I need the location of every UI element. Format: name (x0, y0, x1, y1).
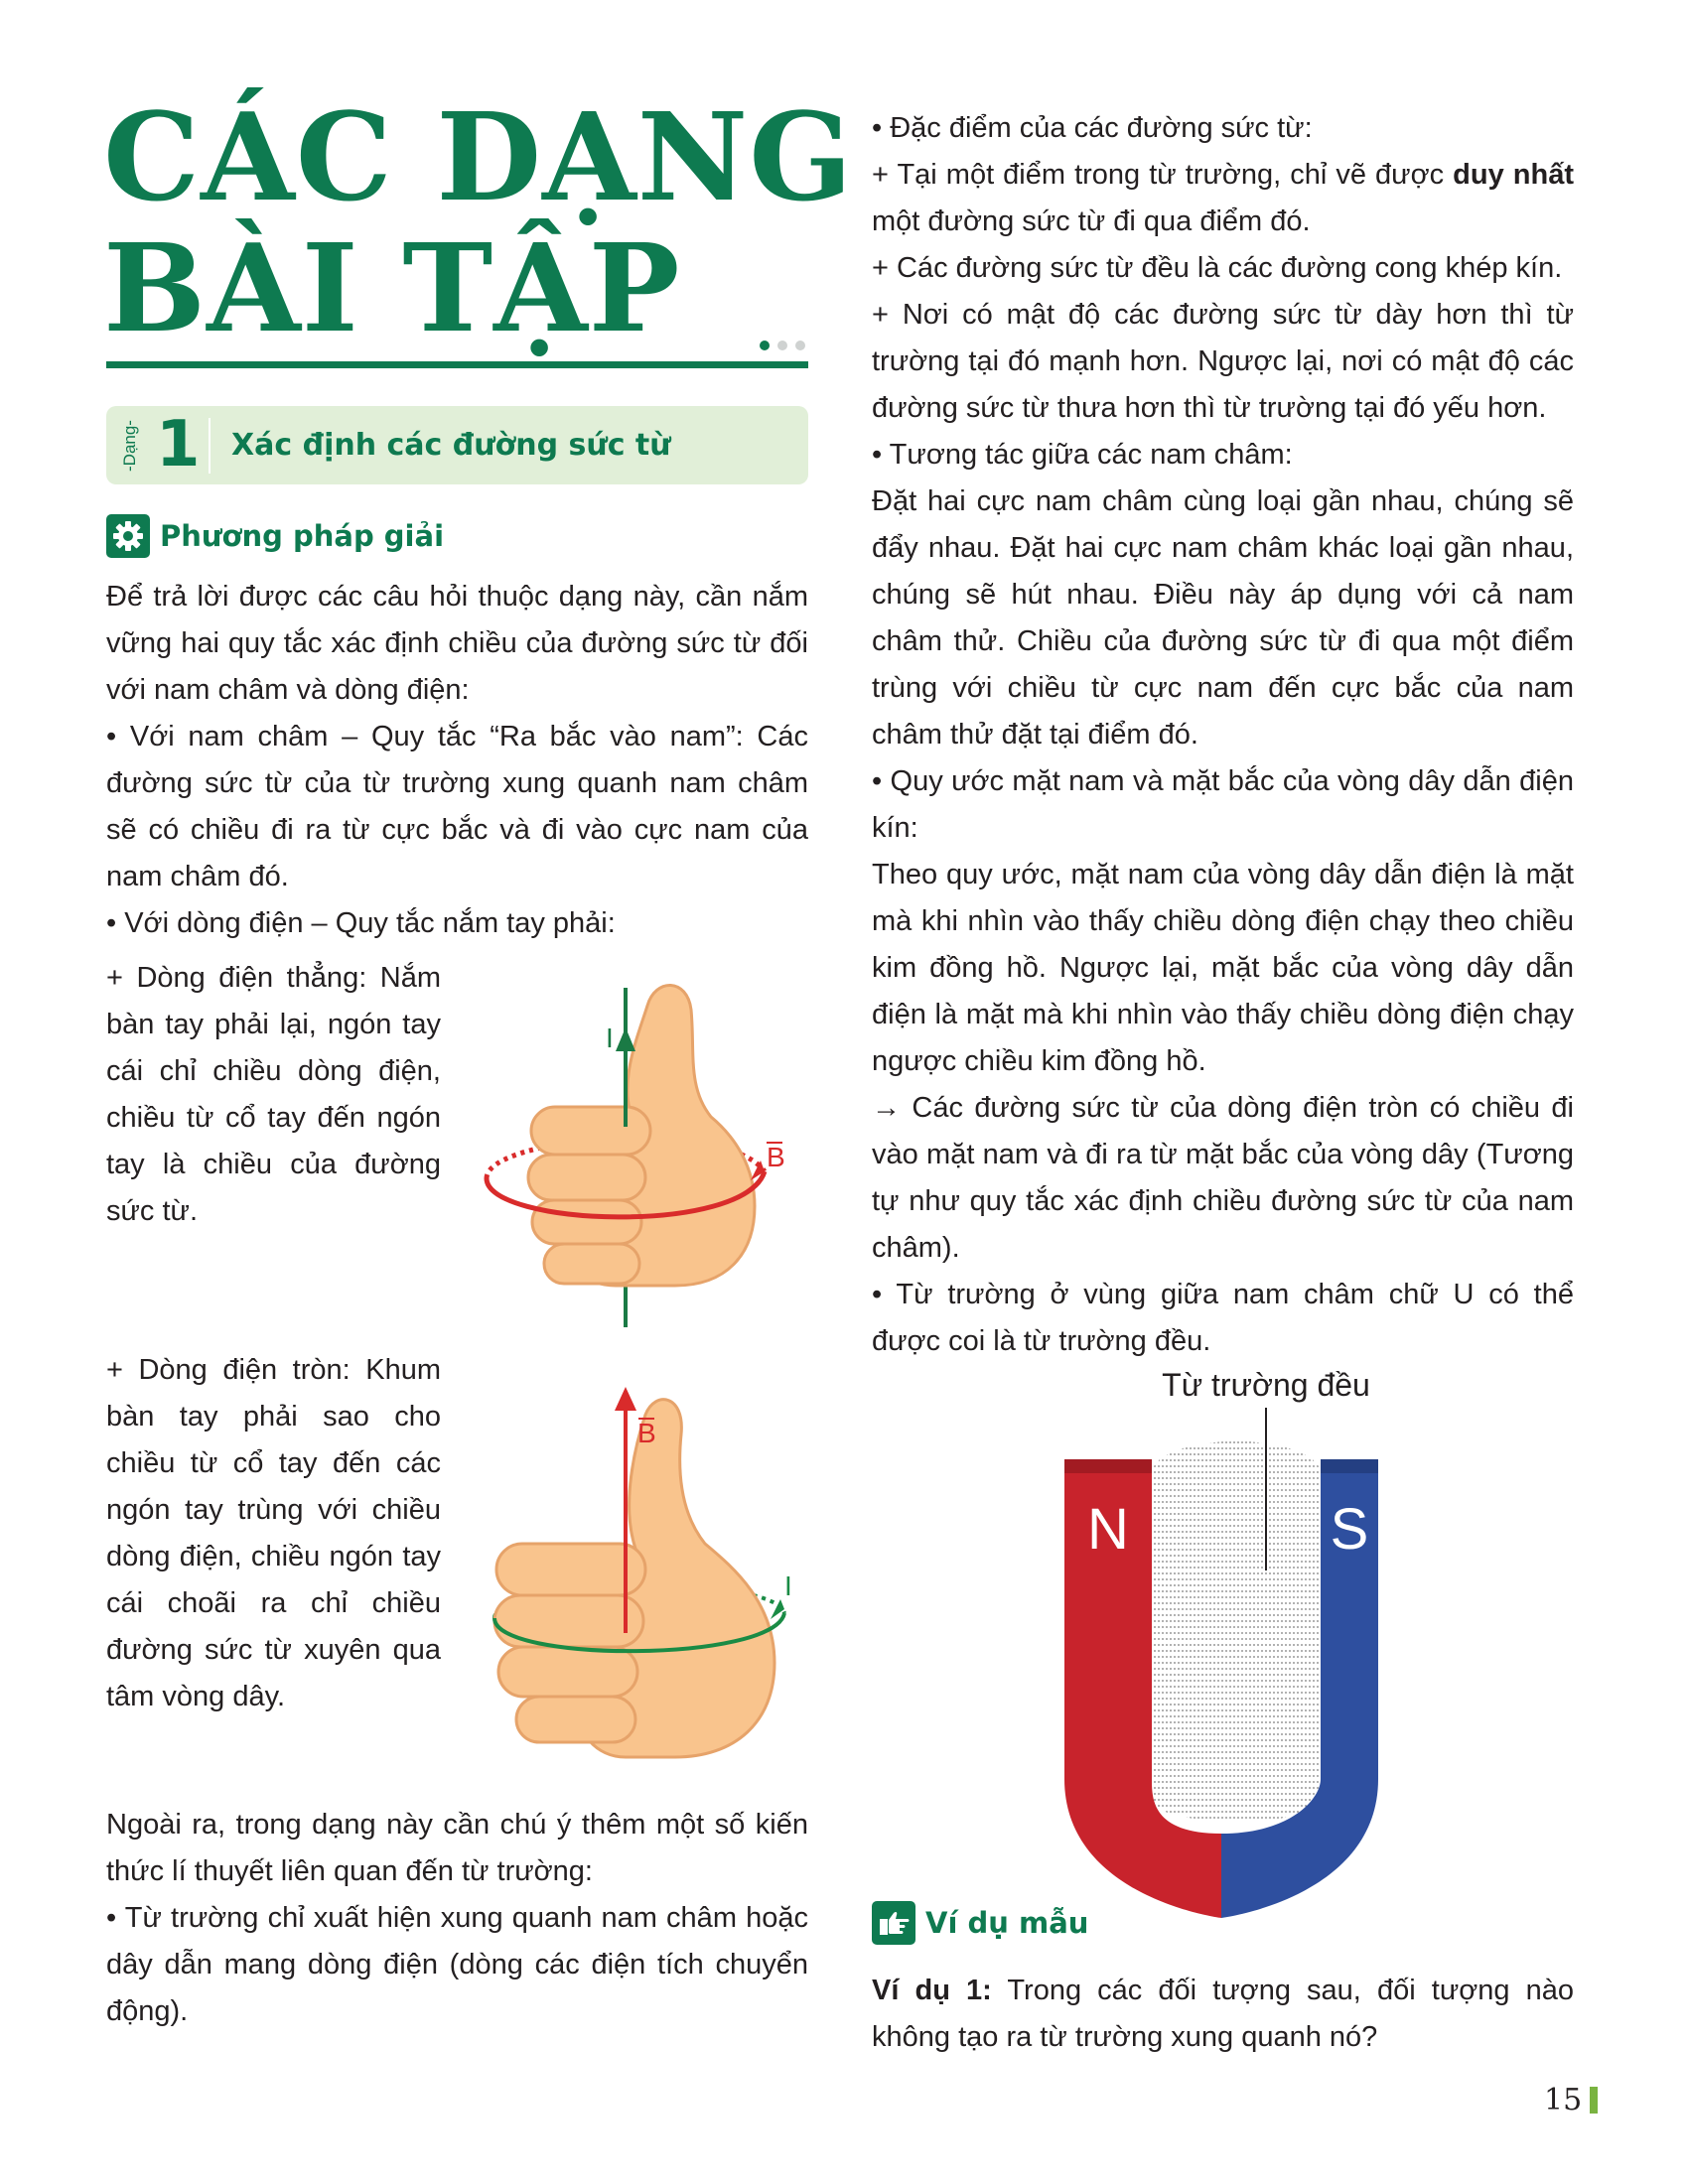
dang-separator (209, 418, 211, 474)
magnet-caption: Từ trường đều (1162, 1367, 1370, 1403)
current-arrow (616, 1027, 635, 1051)
rule-magnet: • Với nam châm – Quy tắc “Ra bắc vào nam”: Các đường sức từ của từ trường xung quanh nam châm sẽ có chiều đi ra từ cực bắc và đi vào cực nam của nam châm đó. (106, 721, 808, 892)
dang-title: Xác định các đường sức từ (231, 428, 671, 463)
method-heading (106, 514, 444, 558)
interaction-text: Đặt hai cực nam châm cùng loại gần nhau, chúng sẽ đẩy nhau. Đặt hai cực nam châm khác loại gần nhau, chúng sẽ hút nhau. Điều này áp dụng với cả nam châm thử. Chiều của đường sức từ đi qua một điểm trùng với chiều từ cực nam đến cực bắc của nam châm thử đặt tại điểm đó. (872, 485, 1574, 751)
north-pole-label: N (1087, 1497, 1129, 1562)
finger (532, 1200, 641, 1244)
gear-icon (106, 514, 150, 558)
rule-current: • Với dòng điện – Quy tắc nắm tay phải: (106, 907, 616, 939)
example-heading-text: Ví dụ mẫu (925, 1906, 1089, 1940)
circular-current-text: + Dòng điện tròn: Khum bàn tay phải sao cho chiều từ cổ tay đến các ngón tay trùng với chiều dòng điện, chiều ngón tay cái choãi ra chỉ chiều đường sức từ xuyên qua tâm vòng dây. (106, 1354, 441, 1712)
dang-header (106, 406, 808, 484)
page-number (1544, 2083, 1598, 2117)
method-intro: Để trả lời được các câu hỏi thuộc dạng này, cần nắm vững hai quy tắc xác định chiều của đường sức từ đối với nam châm và dòng điện: (106, 581, 808, 706)
finger (531, 1107, 650, 1155)
arrow-note: → Các đường sức từ của dòng điện tròn có chiều đi vào mặt nam và đi ra từ mặt bắc của vòng dây (Tương tự như quy tắc xác định chiều đường sức từ của nam châm). (872, 1092, 1574, 1264)
right-column-text (872, 105, 1574, 1365)
feature-3: + Nơi có mật độ các đường sức từ dày hơn thì từ trường tại đó mạnh hơn. Ngược lại, nơi có mật độ các đường sức từ thưa hơn thì từ trường tại đó yếu hơn. (872, 299, 1574, 424)
extra-section (106, 1802, 808, 2035)
example-heading (872, 1901, 1088, 1945)
field-arrow (615, 1387, 636, 1411)
finger (528, 1155, 645, 1200)
label-i: I (606, 1023, 614, 1053)
pointing-hand-icon (872, 1901, 915, 1945)
label-b: B (767, 1142, 785, 1172)
extra-bullet: • Từ trường chỉ xuất hiện xung quanh nam châm hoặc dây dẫn mang dòng điện (dòng các điện tích chuyển động). (106, 1902, 808, 2027)
label-i: I (784, 1570, 792, 1601)
finger (544, 1244, 639, 1284)
convention-text: Theo quy ước, mặt nam của vòng dây dẫn điện là mặt mà khi nhìn vào thấy chiều dòng điện chạy theo chiều kim đồng hồ. Ngược lại, mặt bắc của vòng dây dẫn điện là mặt mà khi nhìn vào thấy chiều dòng điện chạy ngược chiều kim đồng hồ. (872, 859, 1574, 1077)
u-magnet-figure (1043, 1362, 1400, 1918)
straight-current-text: + Dòng điện thẳng: Nắm bàn tay phải lại, ngón tay cái chỉ chiều dòng điện, chiều từ cổ tay đến ngón tay là chiều của đường sức từ. (106, 962, 441, 1227)
page-number-text: 15 (1544, 2083, 1583, 2117)
example-1 (872, 1968, 1574, 2061)
example-label: Ví dụ 1: (872, 1975, 992, 2006)
u-magnet-note: • Từ trường ở vùng giữa nam châm chữ U có thể được coi là từ trường đều. (872, 1279, 1574, 1357)
straight-current-figure (467, 968, 804, 1330)
label-b: B (637, 1418, 656, 1448)
feature-2: + Các đường sức từ đều là các đường cong khép kín. (872, 252, 1563, 284)
method-heading-text: Phương pháp giải (160, 519, 445, 553)
extra-intro: Ngoài ra, trong dạng này cần chú ý thêm một số kiến thức lí thuyết liên quan đến từ trường: (106, 1809, 808, 1887)
south-pole-label: S (1330, 1497, 1369, 1562)
convention-title: • Quy ước mặt nam và mặt bắc của vòng dây dẫn điện kín: (872, 765, 1574, 844)
features-title: • Đặc điểm của các đường sức từ: (872, 112, 1313, 144)
example-text: Trong các đối tượng sau, đối tượng nào không tạo ra từ trường xung quanh nó? (872, 1975, 1574, 2053)
method-body (106, 574, 808, 947)
interaction-title: • Tương tác giữa các nam châm: (872, 439, 1293, 471)
circular-current-figure (487, 1375, 804, 1777)
page-title-line-1: CÁC DẠNG (103, 85, 854, 228)
feature-1: + Tại một điểm trong từ trường, chỉ vẽ được duy nhất một đường sức từ đi qua điểm đó. (872, 159, 1574, 237)
field-lines-region (1152, 1441, 1321, 1822)
page-marker (1590, 2087, 1598, 2114)
page-title-line-2: BÀI TẬP (103, 216, 681, 359)
dang-number: 1 (156, 408, 201, 481)
dang-label: -Dạng- (120, 420, 139, 472)
pagination-dots (760, 338, 813, 355)
title-divider (106, 361, 808, 368)
